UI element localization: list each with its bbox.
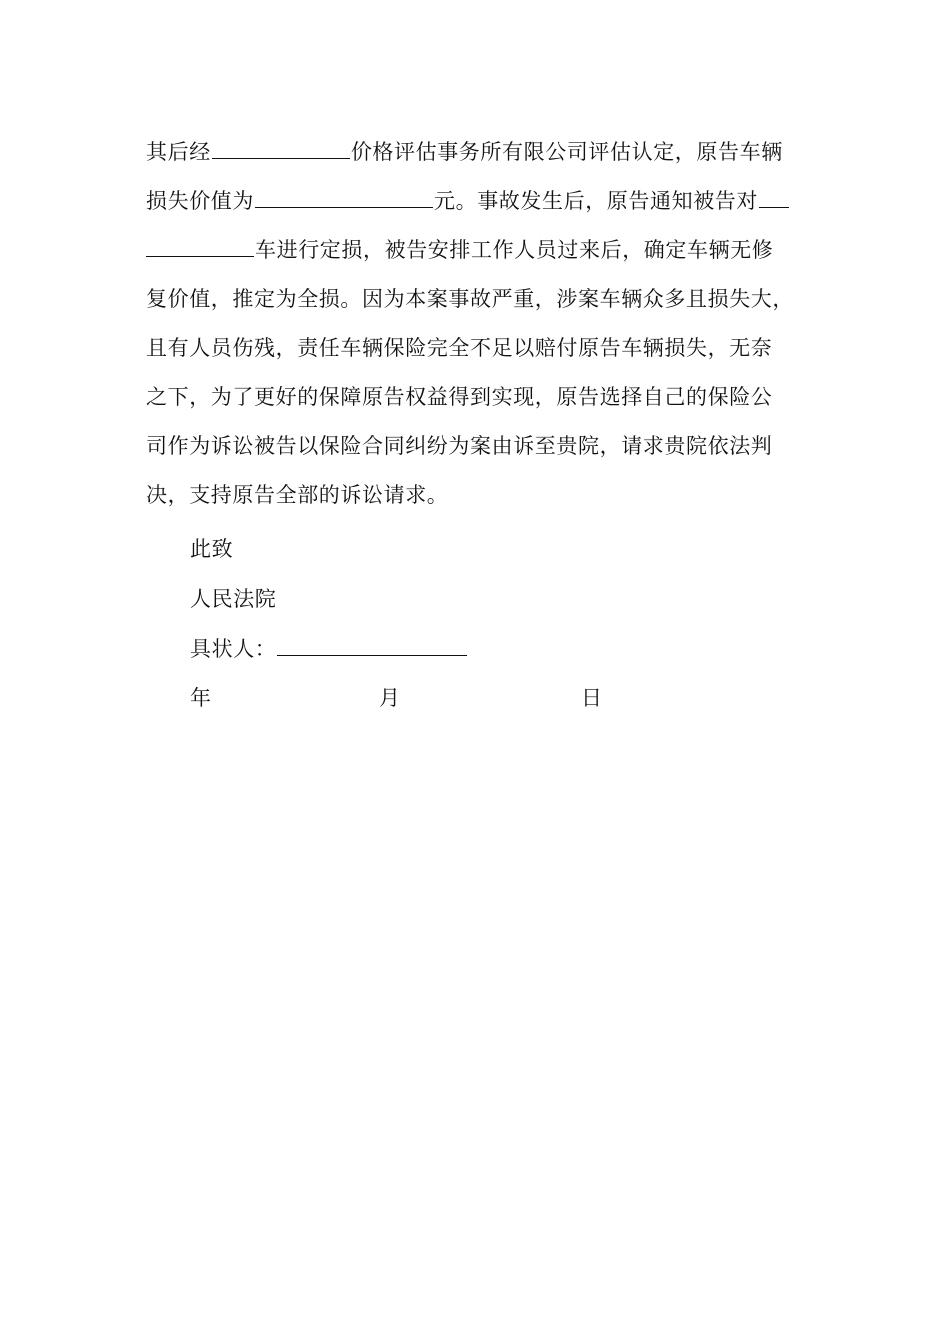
- complaint-body-paragraph: [146, 128, 811, 520]
- loss-value-blank[interactable]: [255, 187, 433, 208]
- vehicle-blank-part-2[interactable]: [146, 236, 254, 257]
- text-fragment: 元。事故发生后，原告通知被告对: [434, 189, 758, 213]
- paragraph-line-3: [146, 226, 811, 275]
- signer-blank[interactable]: [277, 635, 467, 656]
- vehicle-blank-part-1[interactable]: [759, 187, 789, 208]
- paragraph-line-7: 司作为诉讼被告以保险合同纠纷为案由诉至贵院，请求贵院依法判: [146, 434, 773, 458]
- text-fragment: 其后经: [146, 140, 211, 164]
- text-fragment: 损失价值为: [146, 189, 254, 213]
- paragraph-line-8: 决，支持原告全部的诉讼请求。: [146, 483, 449, 507]
- paragraph-line-4: 复价值，推定为全损。因为本案事故严重，涉案车辆众多且损失大，: [146, 287, 794, 311]
- court-name: 人民法院: [190, 587, 277, 611]
- text-fragment: 车进行定损，被告安排工作人员过来后，确定车辆无修: [255, 238, 774, 262]
- paragraph-line-5: 且有人员伤残，责任车辆保险完全不足以赔付原告车辆损失，无奈: [146, 336, 773, 360]
- date-month: 月: [379, 686, 400, 710]
- paragraph-line-6: 之下，为了更好的保障原告权益得到实现，原告选择自己的保险公: [146, 385, 773, 409]
- paragraph-line-2: [146, 177, 811, 226]
- signer-label: 具状人：: [190, 637, 277, 661]
- paragraph-line-1: [146, 128, 811, 177]
- text-fragment: 价格评估事务所有限公司评估认定，原告车辆: [350, 140, 783, 164]
- date-day: 日: [581, 686, 602, 710]
- appraisal-firm-blank[interactable]: [212, 138, 350, 159]
- signer-line: [190, 634, 468, 664]
- date-year: 年: [190, 686, 211, 710]
- salutation: 此致: [190, 537, 234, 561]
